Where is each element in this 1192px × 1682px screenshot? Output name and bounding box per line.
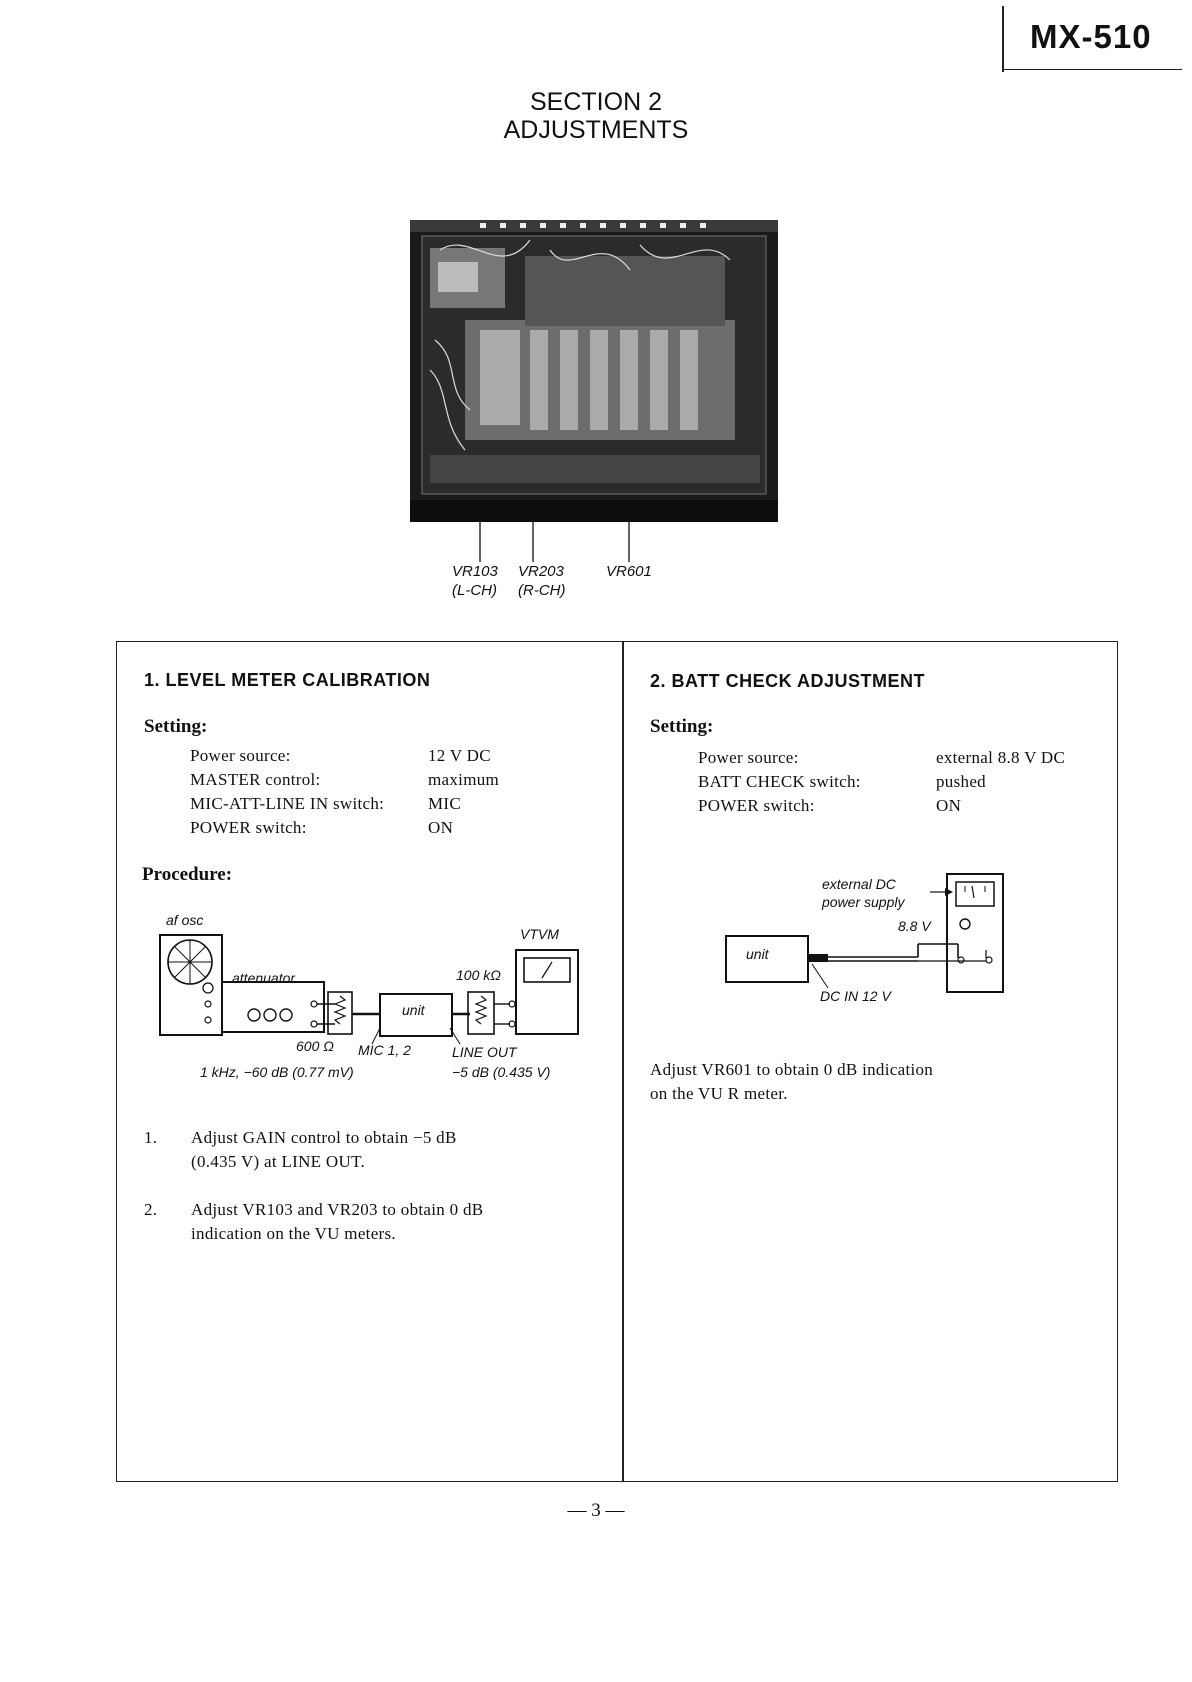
callout-lines bbox=[440, 514, 660, 564]
supply-label: external DC bbox=[822, 876, 896, 892]
callout-vr601: VR601 bbox=[606, 563, 652, 580]
step-text: Adjust GAIN control to obtain −5 dB bbox=[191, 1128, 457, 1147]
right-setting-value: pushed bbox=[936, 772, 986, 791]
right-setting-value: ON bbox=[936, 796, 962, 815]
page-number: — 3 — bbox=[567, 1500, 625, 1521]
left-setting-value: 12 V DC bbox=[428, 746, 491, 765]
left-setting-value: maximum bbox=[428, 770, 500, 789]
left-setting-key: Power source: bbox=[190, 746, 291, 765]
right-setting-key: POWER switch: bbox=[698, 796, 815, 815]
load-label: 100 kΩ bbox=[456, 967, 501, 983]
output-level-label: −5 dB (0.435 V) bbox=[452, 1064, 551, 1080]
step-text: Adjust VR103 and VR203 to obtain 0 dB bbox=[191, 1200, 484, 1219]
left-setting-key: MASTER control: bbox=[190, 770, 321, 789]
right-setting-label: Setting: bbox=[650, 716, 714, 737]
vtvm-label: VTVM bbox=[520, 926, 559, 942]
section-title: ADJUSTMENTS bbox=[503, 116, 689, 144]
level-meter-heading: 1. LEVEL METER CALIBRATION bbox=[144, 670, 431, 690]
model-number: MX-510 bbox=[1030, 18, 1152, 55]
chassis-photo bbox=[410, 220, 778, 522]
right-setting-key: BATT CHECK switch: bbox=[698, 772, 861, 791]
left-setting-key: POWER switch: bbox=[190, 818, 307, 837]
unit-label: unit bbox=[402, 1002, 425, 1018]
line-out-label: LINE OUT bbox=[452, 1044, 517, 1060]
step-number: 2. bbox=[144, 1200, 158, 1219]
batt-check-heading: 2. BATT CHECK ADJUSTMENT bbox=[650, 671, 926, 691]
callout-vr203: VR203 bbox=[518, 563, 564, 580]
af-osc-label: af osc bbox=[166, 912, 204, 928]
left-setting-key: MIC-ATT-LINE IN switch: bbox=[190, 794, 385, 813]
left-setting-label: Setting: bbox=[144, 716, 208, 737]
step-number: 1. bbox=[144, 1128, 158, 1147]
step-text-cont: (0.435 V) at LINE OUT. bbox=[191, 1152, 366, 1171]
unit-label-right: unit bbox=[746, 946, 769, 962]
header-rule-vertical bbox=[1002, 6, 1004, 72]
batt-instruction: Adjust VR601 to obtain 0 dB indication bbox=[650, 1060, 934, 1079]
callout-vr203-channel: (R-CH) bbox=[518, 582, 566, 599]
mic-label: MIC 1, 2 bbox=[358, 1042, 411, 1058]
dc-in-label: DC IN 12 V bbox=[820, 988, 891, 1004]
input-level-label: 1 kHz, −60 dB (0.77 mV) bbox=[200, 1064, 354, 1080]
procedure-label: Procedure: bbox=[142, 864, 233, 885]
left-setting-value: MIC bbox=[428, 794, 462, 813]
header-rule-horizontal bbox=[1002, 69, 1182, 70]
voltage-label: 8.8 V bbox=[898, 918, 931, 934]
impedance-label: 600 Ω bbox=[296, 1038, 334, 1054]
callout-vr103-channel: (L-CH) bbox=[452, 582, 497, 599]
attenuator-label: attenuator bbox=[232, 970, 296, 986]
section-number: SECTION 2 bbox=[530, 88, 662, 116]
supply-label-cont: power supply bbox=[822, 894, 905, 910]
step-text-cont: indication on the VU meters. bbox=[191, 1224, 396, 1243]
batt-instruction-cont: on the VU R meter. bbox=[650, 1084, 788, 1103]
callout-vr103: VR103 bbox=[452, 563, 498, 580]
right-setting-key: Power source: bbox=[698, 748, 799, 767]
right-setting-value: external 8.8 V DC bbox=[936, 748, 1066, 767]
left-setting-value: ON bbox=[428, 818, 454, 837]
box-divider bbox=[622, 641, 624, 1482]
